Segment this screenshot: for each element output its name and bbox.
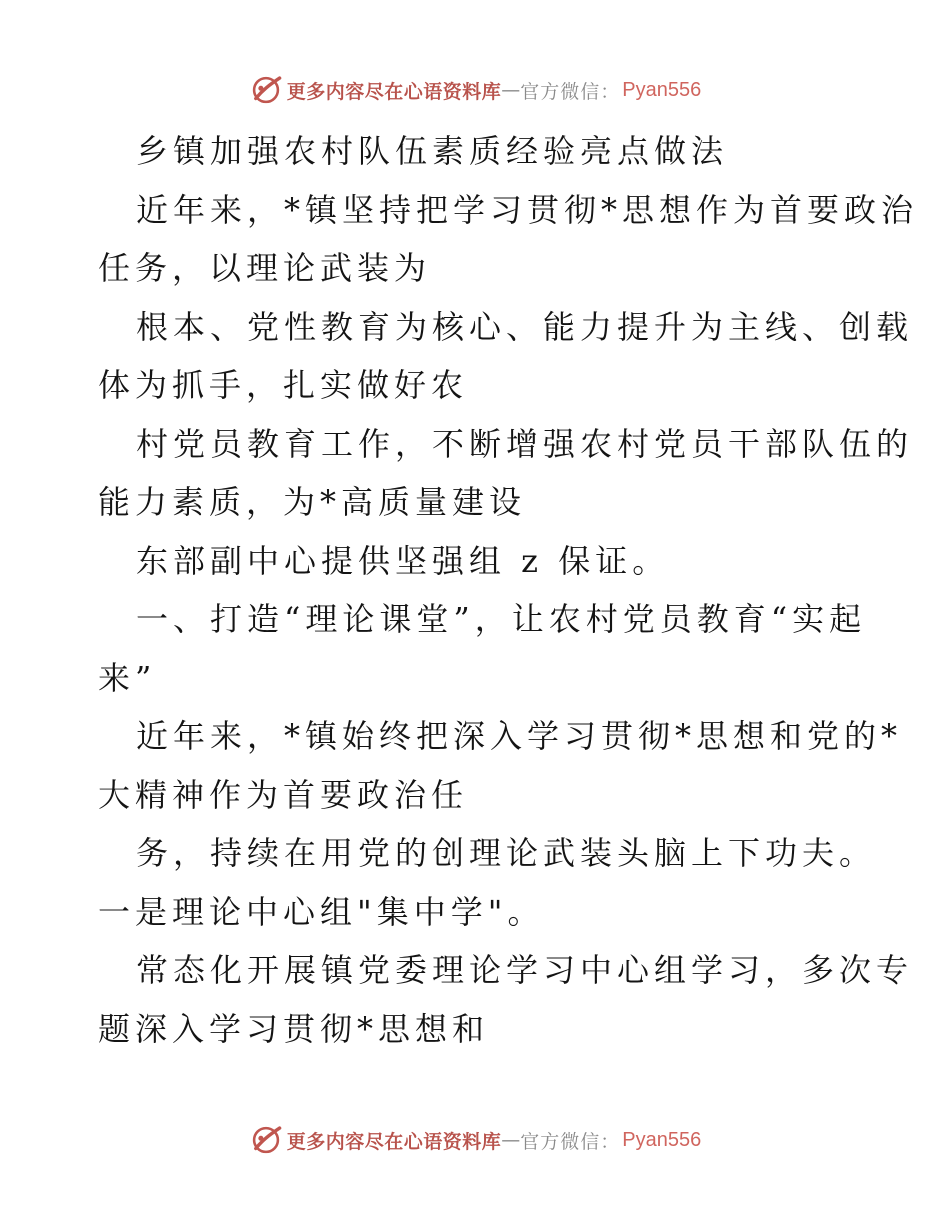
paragraph-line: 常态化开展镇党委理论学习中心组学习，多次专 [136,951,914,989]
header-watermark [0,70,950,110]
paragraph-line: 近年来，*镇坚持把学习贯彻*思想作为首要政治 [136,190,919,229]
paragraph-line: 村党员教育工作，不断增强农村党员干部队伍的 [136,424,914,463]
section-heading: 一、打造“理论课堂”，让农村党员教育“实起 [136,600,867,638]
watermark-wechat-id: Pyan556 [622,1128,702,1151]
watermark-dash: — [501,79,521,101]
watermark-brand: 更多内容尽在心语资料库 [286,80,502,103]
watermark-official: 官方微信： [520,1130,621,1153]
brush-logo-icon [249,73,283,107]
paragraph-line: 东部副中心提供坚强组 z 保证。 [136,541,670,580]
paragraph-line: 根本、党性教育为核心、能力提升为主线、创载 [136,307,914,346]
paragraph-line: 大精神作为首要政治任 [98,775,469,814]
document-title: 乡镇加强农村队伍素质经验亮点做法 [136,132,729,170]
watermark-brand: 更多内容尽在心语资料库 [286,1130,502,1153]
paragraph-line: 任务，以理论武装为 [98,249,432,287]
footer-watermark [0,1120,950,1160]
document-body [98,122,919,1058]
brush-logo-icon [249,1123,283,1157]
watermark-official: 官方微信： [520,80,621,103]
section-heading-cont: 来” [98,658,157,697]
subheading-line: 一是理论中心组"集中学"。 [98,892,545,931]
watermark-wechat-id: Pyan556 [622,78,702,101]
watermark-dash: — [501,1129,521,1151]
paragraph-line: 题深入学习贯彻*思想和 [98,1009,490,1048]
paragraph-line: 能力素质，为*高质量建设 [98,483,527,521]
paragraph-line: 近年来，*镇始终把深入学习贯彻*思想和党的* [136,717,903,755]
paragraph-line: 体为抓手，扎实做好农 [98,366,469,404]
paragraph-line: 务，持续在用党的创理论武装头脑上下功夫。 [136,834,877,872]
